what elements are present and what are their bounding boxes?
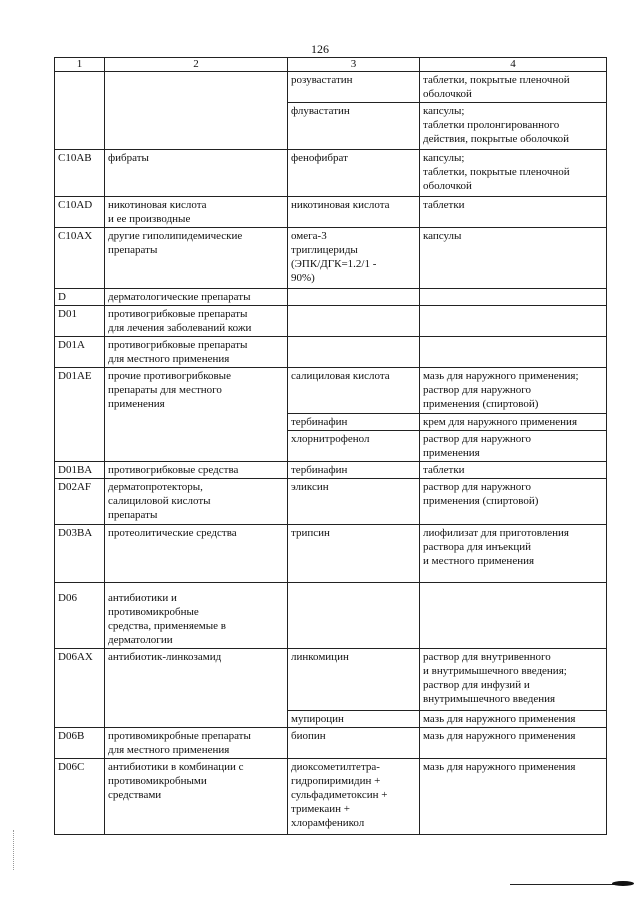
- form-cell: [420, 306, 607, 337]
- form-cell: таблетки, покрытые пленочной оболочкой: [420, 72, 607, 103]
- form-cell: мазь для наружного применения: [420, 759, 607, 835]
- atc-code-cell: D06B: [55, 728, 105, 759]
- drug-table: [54, 57, 607, 835]
- group-cell: противогрибковые препараты для лечения заболеваний кожи: [105, 306, 288, 337]
- form-cell: [420, 337, 607, 368]
- drug-cell: [288, 583, 420, 649]
- table-row: [55, 368, 607, 414]
- atc-code-cell: D01: [55, 306, 105, 337]
- form-cell: мазь для наружного применения: [420, 728, 607, 759]
- atc-code-cell: [55, 72, 105, 150]
- form-cell: раствор для внутривенного и внутримышечного введения; раствор для инфузий и внутримышечного введения: [420, 649, 607, 711]
- group-cell: дерматопротекторы, салициловой кислоты препараты: [105, 479, 288, 525]
- drug-cell: эликсин: [288, 479, 420, 525]
- drug-cell: линкомицин: [288, 649, 420, 711]
- atc-code-cell: D06AX: [55, 649, 105, 728]
- group-cell: противогрибковые препараты для местного применения: [105, 337, 288, 368]
- table-row: [55, 150, 607, 197]
- atc-code-cell: C10AX: [55, 228, 105, 289]
- group-cell: антибиотики и противомикробные средства, применяемые в дерматологии: [105, 583, 288, 649]
- group-cell: противогрибковые средства: [105, 462, 288, 479]
- form-cell: мазь для наружного применения; раствор для наружного применения (спиртовой): [420, 368, 607, 414]
- table-row: [55, 479, 607, 525]
- drug-cell: омега-3 триглицериды (ЭПК/ДГК=1.2/1 - 90%): [288, 228, 420, 289]
- drug-cell: флувастатин: [288, 103, 420, 150]
- form-cell: мазь для наружного применения: [420, 711, 607, 728]
- drug-cell: салициловая кислота: [288, 368, 420, 414]
- group-cell: противомикробные препараты для местного применения: [105, 728, 288, 759]
- table-row: [55, 72, 607, 103]
- table-row: [55, 197, 607, 228]
- form-cell: капсулы; таблетки пролонгированного действия, покрытые оболочкой: [420, 103, 607, 150]
- atc-code-cell: D02AF: [55, 479, 105, 525]
- drug-cell: биопин: [288, 728, 420, 759]
- form-cell: крем для наружного применения: [420, 414, 607, 431]
- form-cell: таблетки: [420, 462, 607, 479]
- atc-code-cell: C10AD: [55, 197, 105, 228]
- form-cell: раствор для наружного применения: [420, 431, 607, 462]
- form-cell: [420, 583, 607, 649]
- column-header-1: 1: [55, 58, 105, 72]
- form-cell: [420, 289, 607, 306]
- table-row: [55, 289, 607, 306]
- table-row: [55, 759, 607, 835]
- table-row: [55, 649, 607, 711]
- drug-cell: тербинафин: [288, 462, 420, 479]
- table-row: [55, 525, 607, 583]
- atc-code-cell: D: [55, 289, 105, 306]
- atc-code-cell: D06C: [55, 759, 105, 835]
- form-cell: раствор для наружного применения (спиртовой): [420, 479, 607, 525]
- form-cell: капсулы: [420, 228, 607, 289]
- drug-cell: хлорнитрофенол: [288, 431, 420, 462]
- atc-code-cell: D01A: [55, 337, 105, 368]
- table-row: [55, 462, 607, 479]
- group-cell: фибраты: [105, 150, 288, 197]
- group-cell: прочие противогрибковые препараты для местного применения: [105, 368, 288, 462]
- drug-cell: диоксометилтетра- гидропиримидин + сульфадиметоксин + тримекаин + хлорамфеникол: [288, 759, 420, 835]
- atc-code-cell: D03BA: [55, 525, 105, 583]
- column-header-2: 2: [105, 58, 288, 72]
- column-header-3: 3: [288, 58, 420, 72]
- group-cell: антибиотик-линкозамид: [105, 649, 288, 728]
- margin-scan-marks: [13, 830, 16, 870]
- drug-cell: никотиновая кислота: [288, 197, 420, 228]
- drug-cell: розувастатин: [288, 72, 420, 103]
- group-cell: антибиотики в комбинации с противомикробными средствами: [105, 759, 288, 835]
- group-cell: другие гиполипидемические препараты: [105, 228, 288, 289]
- group-cell: дерматологические препараты: [105, 289, 288, 306]
- group-cell: никотиновая кислота и ее производные: [105, 197, 288, 228]
- form-cell: таблетки: [420, 197, 607, 228]
- atc-code-cell: D01BA: [55, 462, 105, 479]
- group-cell: [105, 72, 288, 150]
- column-header-4: 4: [420, 58, 607, 72]
- drug-cell: мупироцин: [288, 711, 420, 728]
- page-number: 126: [311, 42, 329, 56]
- header-row: [55, 58, 607, 72]
- table-row: [55, 583, 607, 649]
- drug-cell: [288, 306, 420, 337]
- atc-code-cell: D01AE: [55, 368, 105, 462]
- atc-code-cell: D06: [55, 583, 105, 649]
- table-row: [55, 337, 607, 368]
- footer-ink-mark: [612, 881, 634, 886]
- drug-cell: тербинафин: [288, 414, 420, 431]
- form-cell: лиофилизат для приготовления раствора для инъекций и местного применения: [420, 525, 607, 583]
- drug-cell: [288, 337, 420, 368]
- drug-cell: фенофибрат: [288, 150, 420, 197]
- table-row: [55, 228, 607, 289]
- atc-code-cell: C10AB: [55, 150, 105, 197]
- table-row: [55, 306, 607, 337]
- drug-cell: трипсин: [288, 525, 420, 583]
- group-cell: протеолитические средства: [105, 525, 288, 583]
- form-cell: капсулы; таблетки, покрытые пленочной оболочкой: [420, 150, 607, 197]
- table-row: [55, 728, 607, 759]
- drug-cell: [288, 289, 420, 306]
